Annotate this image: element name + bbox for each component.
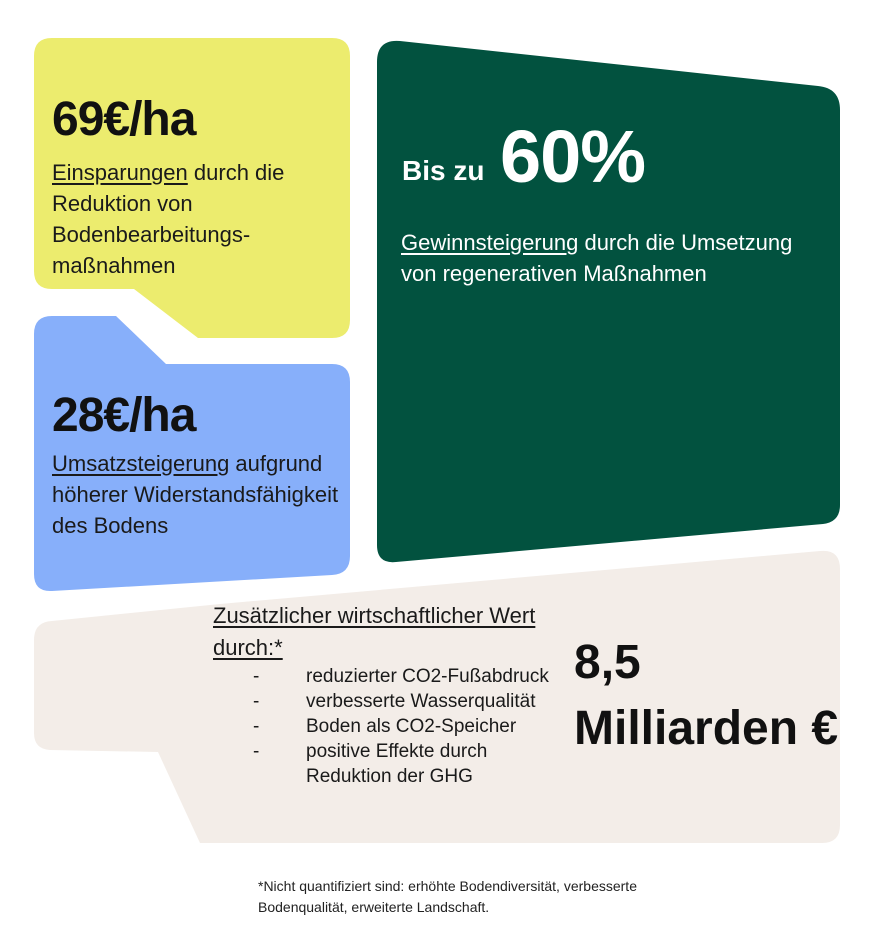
- list-item-text: verbesserte Wasserqualität: [306, 691, 536, 712]
- revenue-description-text: aufgrund höherer Widerstandsfähigkeit des Bodens: [52, 451, 339, 538]
- list-item: [213, 714, 553, 739]
- revenue-value: 28€/ha: [52, 389, 196, 442]
- value-heading: [213, 600, 543, 664]
- profit-value: 60%: [500, 115, 646, 198]
- savings-description: [52, 157, 342, 281]
- savings-value: 69€/ha: [52, 93, 196, 146]
- total-value: 8,5 Milliarden €: [574, 636, 839, 755]
- list-item: [213, 664, 553, 689]
- bullet-dash: -: [253, 666, 260, 687]
- list-item-text: positive Effekte durch Reduktion der GHG: [306, 741, 488, 787]
- footnote: *Nicht quantifiziert sind: erhöhte Bodendiversität, verbesserte Bodenqualität, erweiterte Landschaft.: [258, 878, 637, 915]
- profit-description: [401, 227, 821, 289]
- value-heading-text: Zusätzlicher wirtschaftlicher Wert durch:*: [213, 603, 536, 660]
- list-item: [213, 739, 553, 789]
- savings-link-text: Einsparungen: [52, 160, 188, 185]
- bullet-dash: -: [253, 691, 260, 712]
- profit-link-text: Gewinnsteigerung: [401, 230, 579, 255]
- revenue-link-text: Umsatzsteigerung: [52, 451, 230, 476]
- value-list: [213, 664, 553, 789]
- savings-description-text: durch die Reduktion von Bodenbearbeitungs-maßnahmen: [52, 160, 285, 278]
- list-item-text: Boden als CO2-Speicher: [306, 716, 517, 737]
- list-item-text: reduzierter CO2-Fußabdruck: [306, 666, 549, 687]
- list-item: [213, 689, 553, 714]
- profit-description-text: durch die Umsetzung von regenerativen Maßnahmen: [401, 230, 793, 286]
- bullet-dash: -: [253, 716, 260, 737]
- bullet-dash: -: [253, 741, 260, 762]
- profit-prefix: Bis zu: [402, 155, 485, 186]
- revenue-description: [52, 448, 342, 541]
